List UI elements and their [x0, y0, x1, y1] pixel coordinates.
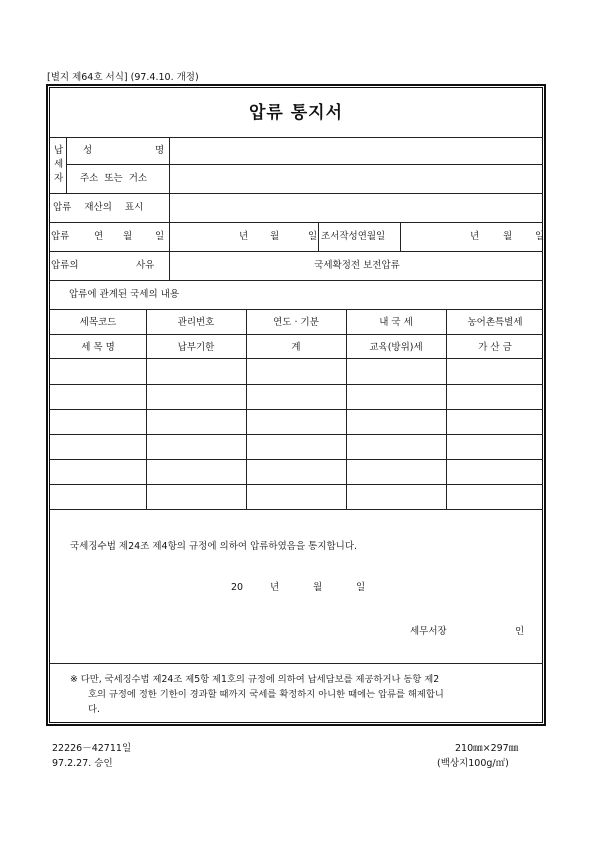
- table-row[interactable]: [50, 359, 543, 383]
- seizure-month-unit: 월: [270, 231, 280, 242]
- notice-date-year: 년: [270, 582, 280, 593]
- rule-date-bottom: [50, 251, 543, 252]
- notice-date-month: 월: [313, 582, 323, 593]
- rule-property-bottom: [50, 222, 543, 223]
- header-management-no: 관리번호: [177, 317, 215, 328]
- footnote-line-1: ※ 다만, 국세징수법 제24조 제5항 제1호의 규정에 의하여 납세담보를 제공하거나 동항 제2: [70, 674, 440, 685]
- reason-label-a: 압류의: [51, 260, 79, 271]
- tax-table-rule: [50, 334, 543, 335]
- notice-date-day: 일: [356, 582, 366, 593]
- footer-paper-size: 210㎜×297㎜: [455, 743, 519, 754]
- header-rural-tax: 농어촌특별세: [467, 317, 523, 328]
- tax-office-head: 세무서장: [410, 626, 447, 637]
- form-reference: [별지 제64호 서식] (97.4.10. 개정): [47, 72, 199, 83]
- name-field[interactable]: [171, 140, 541, 162]
- footnote-line-2: 호의 규정에 정한 기한이 경과할 때까지 국세를 확정하지 아니한 때에는 압류를 해제합니: [88, 689, 444, 700]
- rule-reason-bottom: [50, 280, 543, 281]
- header-domestic-tax: 내 국 세: [379, 317, 413, 328]
- table-row[interactable]: [50, 435, 543, 458]
- table-row[interactable]: [50, 410, 543, 433]
- taxpayer-label-2: 세: [54, 159, 64, 170]
- name-label-b: 명: [155, 145, 165, 156]
- tax-table: [50, 309, 543, 510]
- table-row[interactable]: [50, 385, 543, 408]
- seizure-day-unit: 일: [308, 231, 318, 242]
- reason-value: 국세확정전 보전압류: [314, 260, 400, 271]
- property-label: 압류 재산의 표시: [53, 202, 144, 213]
- rule-title-bottom: [50, 137, 543, 138]
- tax-table-rule: [50, 509, 543, 510]
- rule-date-split2: [400, 222, 401, 251]
- header-total: 계: [291, 342, 301, 353]
- footnote-line-3: 다.: [88, 704, 100, 715]
- seal-mark: 인: [515, 626, 525, 637]
- footer-paper-type: (백상지100g/㎡): [437, 758, 509, 769]
- property-field[interactable]: [171, 196, 541, 220]
- investigation-year-unit: 년: [470, 231, 480, 242]
- rule-name-bottom: [66, 164, 543, 165]
- header-tax-code: 세목코드: [79, 317, 117, 328]
- seizure-date-label-a: 압류: [51, 231, 70, 242]
- table-row[interactable]: [50, 460, 543, 483]
- header-penalty: 가 산 금: [478, 342, 512, 353]
- rule-footnote-top: [50, 663, 543, 664]
- rule-taxpayer-bottom: [50, 193, 543, 194]
- address-label: 주소 또는 거소: [80, 173, 148, 184]
- address-field[interactable]: [171, 167, 541, 191]
- reason-label-b: 사유: [136, 260, 155, 271]
- seizure-year-unit: 년: [239, 231, 249, 242]
- footer-code: 22226－42711일: [52, 743, 132, 754]
- document-title: 압류 통지서: [248, 103, 344, 123]
- notice-statement: 국세징수법 제24조 제4항의 규정에 의하여 압류하였음을 통지합니다.: [70, 541, 358, 552]
- header-year-period: 연도 · 기분: [273, 317, 319, 328]
- seizure-date-label-d: 일: [155, 231, 165, 242]
- taxpayer-label-1: 납: [54, 145, 64, 156]
- name-label-a: 성: [83, 145, 93, 156]
- tax-section-heading: 압류에 관계된 국세의 내용: [69, 289, 180, 300]
- rule-date-split1: [318, 222, 319, 251]
- rule-taxpayer-group: [66, 137, 67, 193]
- taxpayer-label-3: 자: [54, 173, 64, 184]
- investigation-day-unit: 일: [535, 231, 545, 242]
- header-tax-name: 세 목 명: [81, 342, 115, 353]
- footer-approval: 97.2.27. 승인: [52, 758, 113, 769]
- seizure-date-label-c: 월: [123, 231, 133, 242]
- seizure-date-label-b: 연: [94, 231, 104, 242]
- investigation-date-label: 조서작성연월일: [321, 231, 386, 242]
- rule-label-column: [169, 137, 170, 280]
- tax-table-rule: [50, 309, 543, 310]
- investigation-month-unit: 월: [503, 231, 513, 242]
- notice-date-century: 20: [231, 582, 244, 593]
- header-due-date: 납부기한: [177, 342, 215, 353]
- header-education-tax: 교육(방위)세: [369, 342, 423, 353]
- table-row[interactable]: [50, 485, 543, 508]
